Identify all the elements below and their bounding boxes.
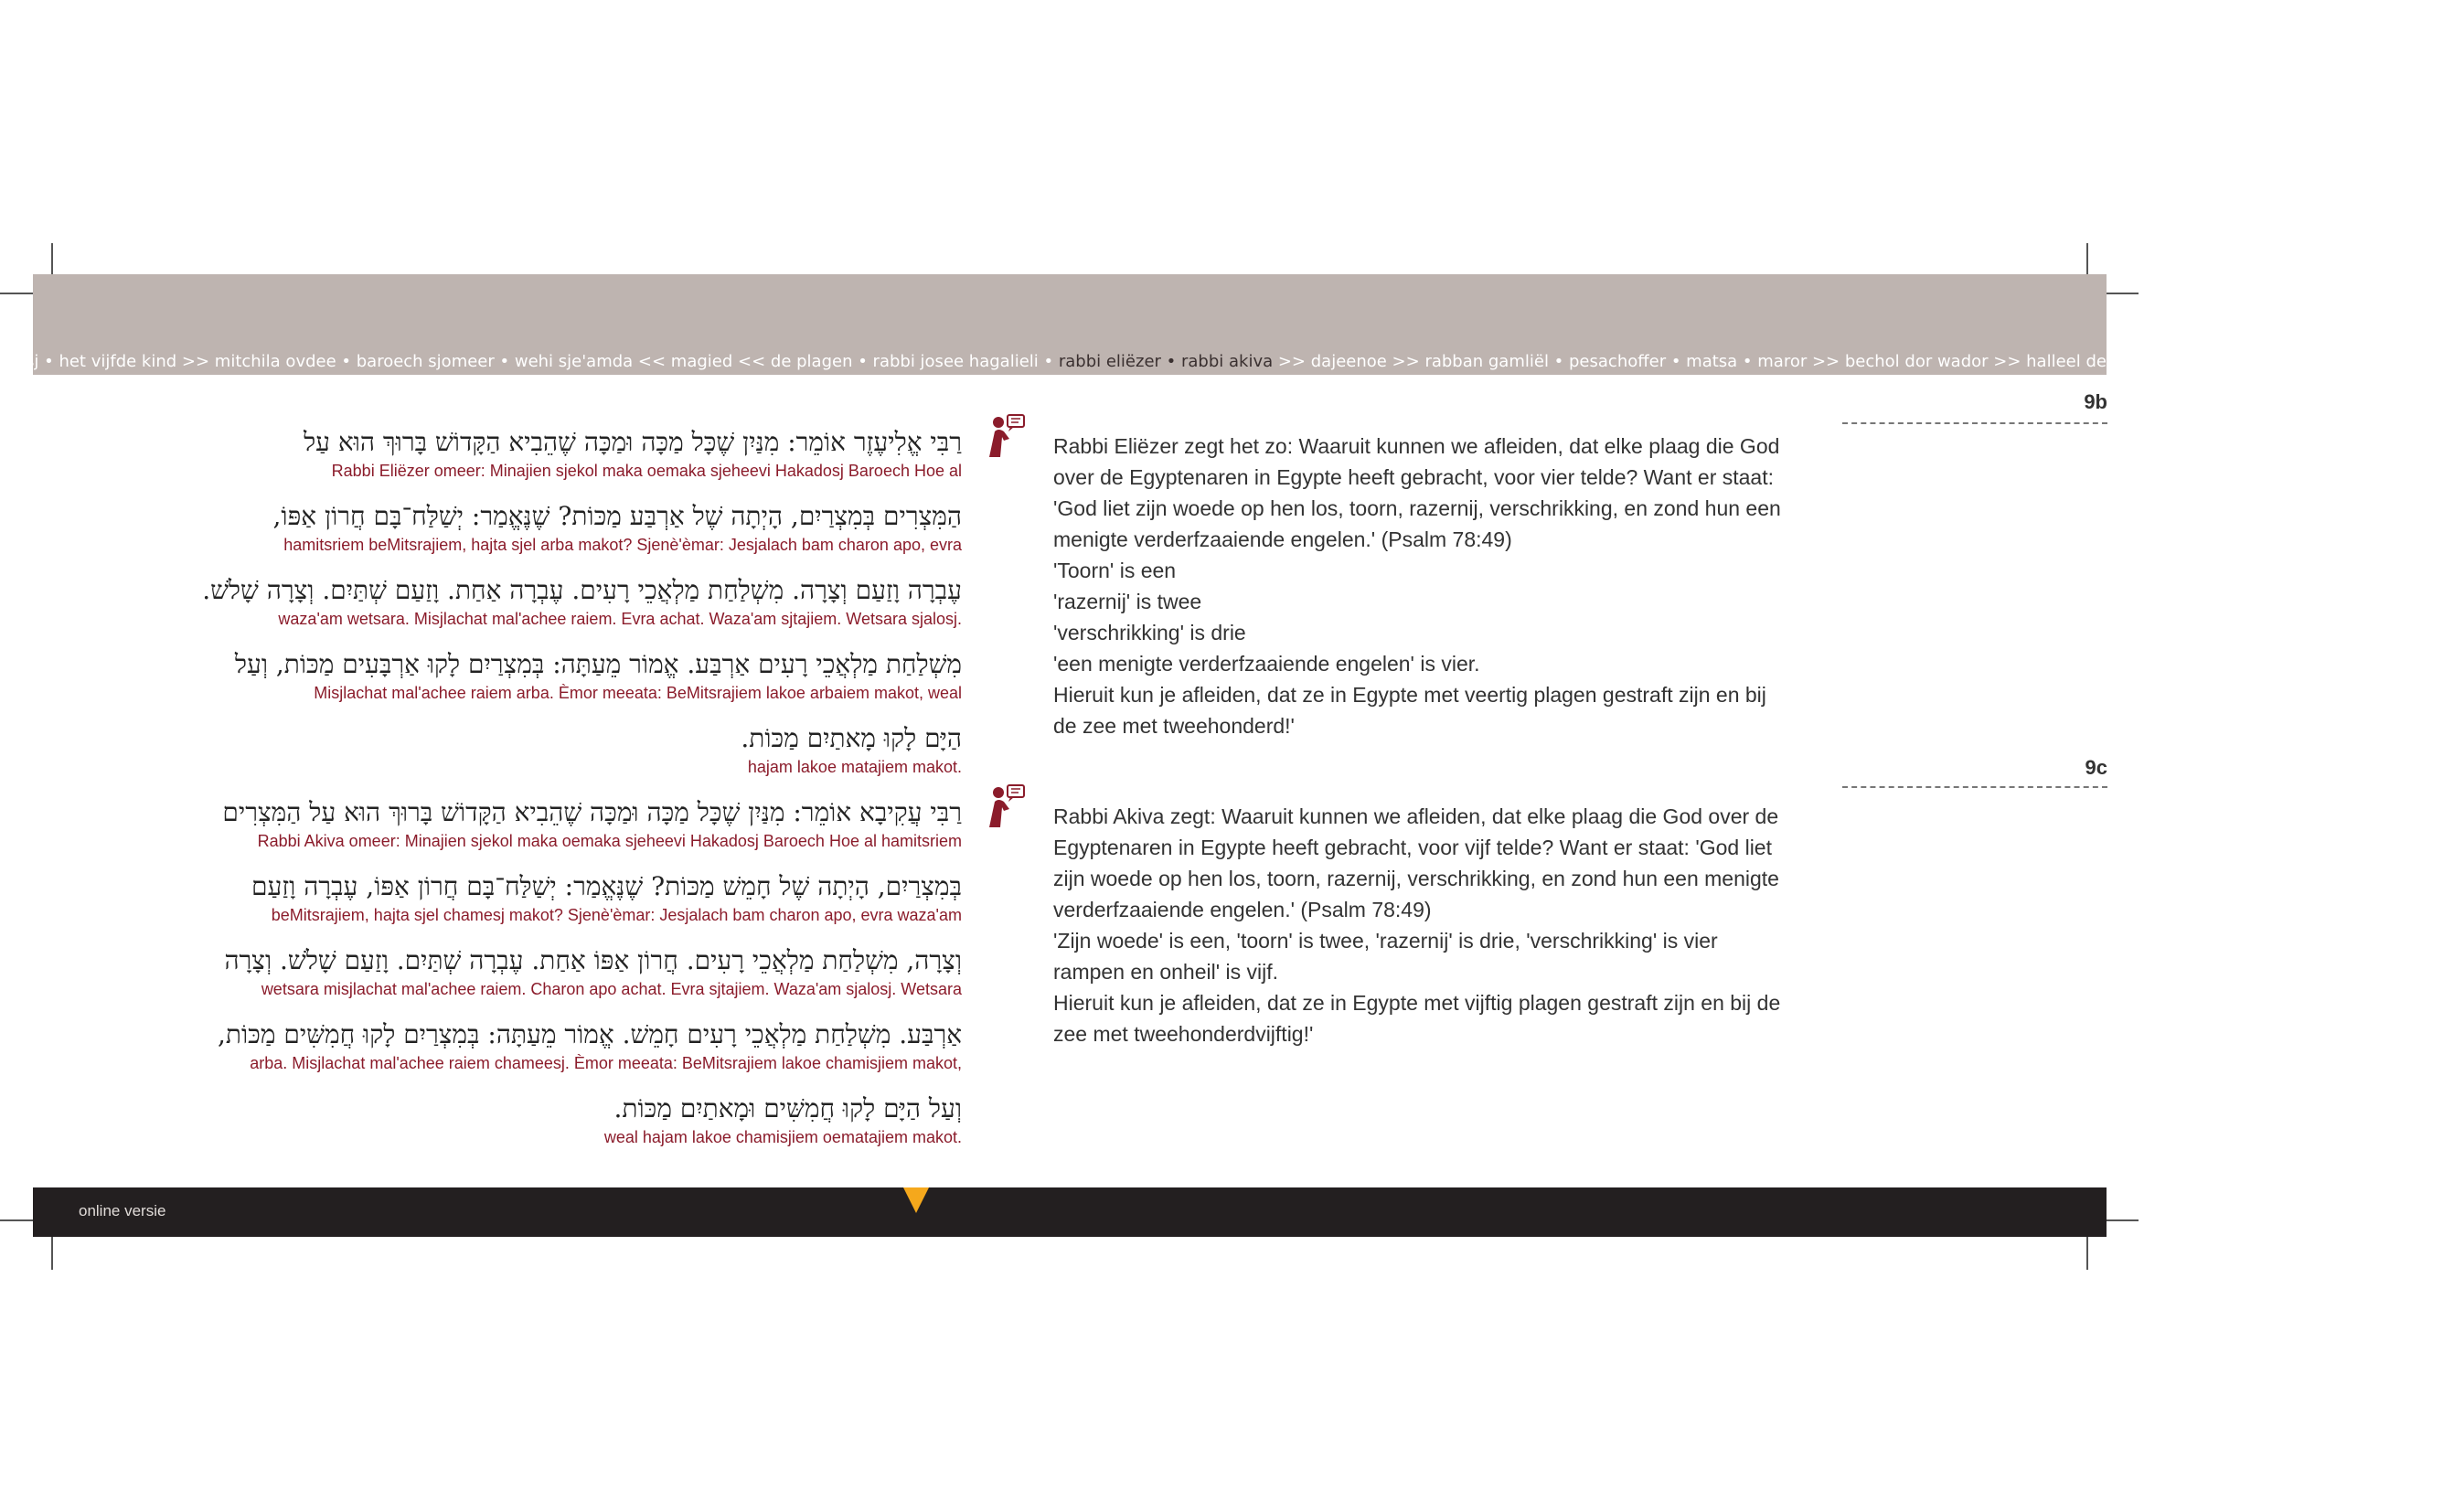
transliteration-line: weal hajam lakoe chamisjiem oematajiem makot.: [603, 1128, 962, 1146]
breadcrumb-current[interactable]: rabbi eliëzer • rabbi akiva: [1058, 352, 1274, 371]
breadcrumb-items-before[interactable]: sj • het vijfde kind >> mitchila ovdee • baroech sjomeer • wehi sje'amda << magied << de plagen • rabbi josee hagalieli •: [26, 352, 1059, 371]
speaking-person-icon: [986, 782, 1028, 829]
translation-9c: [1053, 801, 1785, 1049]
translation-paragraph: 'razernij' is twee: [1053, 590, 1202, 613]
verse-line: [91, 1017, 962, 1091]
crop-mark: [0, 1219, 33, 1221]
transliteration-line: Rabbi Eliëzer omeer: Minajien sjekol maka oemaka sjeheevi Hakadosj Baroech Hoe al: [331, 462, 962, 480]
crop-mark: [2107, 293, 2139, 294]
section-number-9b: 9b: [2084, 390, 2107, 413]
page-marker-triangle-icon: [903, 1187, 929, 1213]
transliteration-line: Misjlachat mal'achee raiem arba. Èmor meeata: BeMitsrajiem lakoe arbaiem makot, weal: [314, 684, 962, 702]
translation-paragraph: 'verschrikking' is drie: [1053, 621, 1246, 644]
transliteration-line: waza'am wetsara. Misjlachat mal'achee raiem. Evra achat. Waza'am sjtajiem. Wetsara sjalosj.: [278, 610, 962, 628]
section-divider: [1842, 786, 2107, 788]
hebrew-line: רַבִּי אֱלִיעֶזֶר אוֹמֵר: מִנַּיִן שֶׁכָּל מַכָּה וּמַכָּה שֶׁהֵבִיא הַקָּדוֹשׁ בָּרוּךְ הוּא עַל: [304, 427, 962, 457]
translation-paragraph: 'een menigte verderfzaaiende engelen' is vier.: [1053, 652, 1480, 676]
transliteration-line: Rabbi Akiva omeer: Minajien sjekol maka oemaka sjeheevi Hakadosj Baroech Hoe al hamitsriem: [257, 832, 962, 850]
verse-line: [91, 573, 962, 647]
crop-mark: [2086, 1237, 2088, 1270]
translation-paragraph: 'Toorn' is een: [1053, 559, 1177, 582]
section-9c-hebrew: [91, 795, 962, 1166]
hebrew-line: מִשְׁלַחַת מַלְאֲכֵי רָעִים אַרְבַּע. אֱמוֹר מֵעַתָּה: בְּמִצְרַיִם לָקוּ אַרְבָּעִים מַכּוֹת, וְעַל: [234, 649, 962, 679]
speaking-person-icon: [986, 411, 1028, 459]
translation-paragraph: Rabbi Akiva zegt: Waaruit kunnen we afleiden, dat elke plaag die God over de Egyptenaren in Egypte heeft gebracht, voor vijf telde? Want er staat: 'God liet zijn woede op hen los, toorn, razernij, verschrikking, en zond hun een menigte verderfzaaiende engelen.' (Psalm 78:49): [1053, 804, 1779, 921]
hebrew-line: עֶבְרָה וָזַעַם וְצָרָה. מִשְׁלַחַת מַלְאֲכֵי רָעִים. עֶבְרָה אַחַת. וָזַעַם שְׁתַּיִם. וְצָרָה שָׁלֹשׁ.: [202, 575, 962, 605]
translation-paragraph: 'Zijn woede' is een, 'toorn' is twee, 'razernij' is drie, 'verschrikking' is vier rampen en onheil' is vijf.: [1053, 929, 1718, 984]
transliteration-line: wetsara misjlachat mal'achee raiem. Charon apo achat. Evra sjtajiem. Waza'am sjalosj. Wetsara: [261, 980, 962, 998]
hebrew-line: בְּמִצְרַיִם, הָיְתָה שֶׁל חָמֵשׁ מַכּוֹת? שֶׁנֶּאֱמַר: יְשַׁלַּח־בָּם חֲרוֹן אַפּוֹ, עֶבְרָה וָזַעַם: [251, 871, 962, 901]
crop-mark: [2107, 1219, 2139, 1221]
crop-mark: [0, 293, 33, 294]
verse-line: [91, 943, 962, 1017]
verse-line: [91, 425, 962, 499]
verse-line: [91, 1091, 962, 1166]
breadcrumb: [26, 352, 2464, 371]
verse-line: [91, 721, 962, 795]
verse-line: [91, 499, 962, 573]
transliteration-line: beMitsrajiem, hajta sjel chamesj makot? Sjenè'èmar: Jesjalach bam charon apo, evra waza'am: [271, 906, 962, 924]
transliteration-line: hamitsriem beMitsrajiem, hajta sjel arba makot? Sjenè'èmar: Jesjalach bam charon apo, evra: [283, 536, 962, 554]
translation-paragraph: Hieruit kun je afleiden, dat ze in Egypte met veertig plagen gestraft zijn en bij de zee met tweehonderd!': [1053, 683, 1766, 738]
verse-line: [91, 647, 962, 721]
transliteration-line: arba. Misjlachat mal'achee raiem chameesj. Èmor meeata: BeMitsrajiem lakoe chamisjiem makot,: [250, 1054, 962, 1072]
hebrew-line: רַבִּי עֲקִיבָא אוֹמֵר: מִנַּיִן שֶׁכָּל מַכָּה וּמַכָּה שֶׁהֵבִיא הַקָּדוֹשׁ בָּרוּךְ הוּא עַל הַמִּצְרִים: [222, 797, 962, 827]
verse-line: [91, 795, 962, 869]
footer-bar: [33, 1187, 2107, 1237]
translation-9b: [1053, 431, 1785, 741]
hebrew-line: הַמִּצְרִים בְּמִצְרַיִם, הָיְתָה שֶׁל אַרְבַּע מַכּוֹת? שֶׁנֶּאֱמַר: יְשַׁלַּח־בָּם חֲרוֹן אַפּוֹ,: [272, 501, 962, 531]
breadcrumb-items-after[interactable]: >> dajeenoe >> rabban gamliël • pesachoffer • matsa • maror >> bechol dor wador >> halleel deel 1 • psalm 113 • psalm 114 • ga'al jisrael: [1273, 352, 2464, 371]
transliteration-line: hajam lakoe matajiem makot.: [747, 758, 962, 776]
section-9b-hebrew: [91, 425, 962, 795]
section-number-9c: 9c: [2085, 756, 2107, 779]
hebrew-line: וְצָרָה, מִשְׁלַחַת מַלְאֲכֵי רָעִים. חֲרוֹן אַפּוֹ אַחַת. עֶבְרָה שְׁתַּיִם. וָזַעַם שָׁלֹשׁ. וְצָרָה: [224, 945, 962, 975]
hebrew-line: וְעַל הַיָּם לָקוּ חֲמִשִּׁים וּמָאתַיִם מַכּוֹת.: [613, 1093, 962, 1123]
section-divider: [1842, 422, 2107, 424]
verse-line: [91, 869, 962, 943]
translation-paragraph: Rabbi Eliëzer zegt het zo: Waaruit kunnen we afleiden, dat elke plaag die God over de Egyptenaren in Egypte heeft gebracht, voor vier telde? Want er staat: 'God liet zijn woede op hen los, toorn, razernij, verschrikking, en zond hun een menigte verderfzaaiende engelen.' (Psalm 78:49): [1053, 434, 1781, 551]
hebrew-text-column: [91, 425, 962, 1166]
footer-label: online versie: [79, 1202, 166, 1219]
translation-paragraph: Hieruit kun je afleiden, dat ze in Egypte met vijftig plagen gestraft zijn en bij de zee met tweehonderdvijftig!': [1053, 991, 1781, 1046]
hebrew-line: אַרְבַּע. מִשְׁלַחַת מַלְאֲכֵי רָעִים חָמֵשׁ. אֱמוֹר מֵעַתָּה: בְּמִצְרַיִם לָקוּ חֲמִשִּׁים מַכּוֹת,: [218, 1019, 962, 1049]
hebrew-line: הַיָּם לָקוּ מָאתַיִם מַכּוֹת.: [741, 723, 962, 753]
crop-mark: [51, 1237, 53, 1270]
chapter-navigation-band: [26, 274, 2464, 375]
